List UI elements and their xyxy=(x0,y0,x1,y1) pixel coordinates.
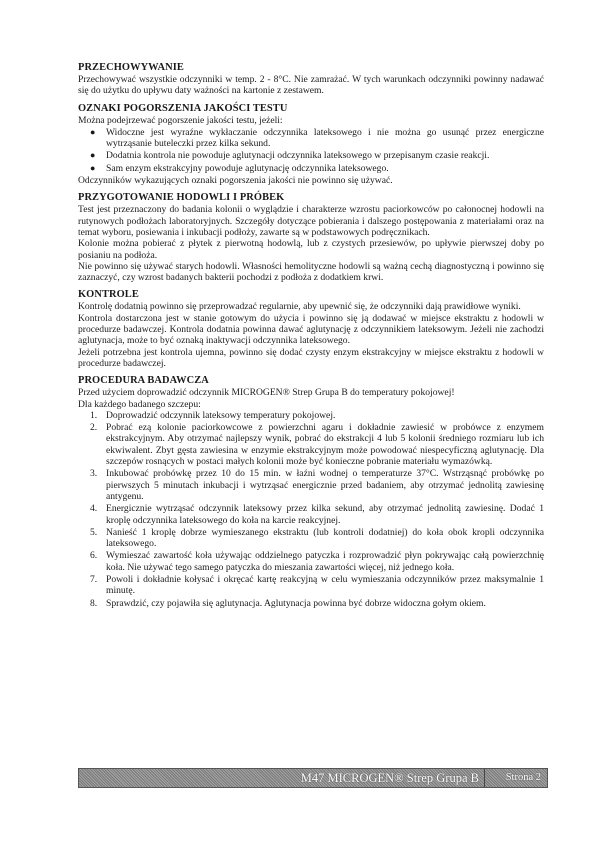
list-item: 1. Doprowadzić odczynnik lateksowy temperatury pokojowej. xyxy=(90,409,336,421)
preparation-heading: PRZYGOTOWANIE HODOWLI I PRÓBEK xyxy=(78,192,285,204)
list-item: ● Widoczne jest wyraźne wykłaczanie odczynnika lateksowego i nie można go usunąć przez energiczne wytrząsanie buteleczki przez kilka sekund. xyxy=(90,126,544,150)
list-item: 2. Pobrać ezą kolonie paciorkowcowe z powierzchni agaru i dokładnie zawiesić w probówce z enzymem ekstrakcyjnym. Aby otrzymać najlepszy wynik, pobrać do ekstrakcji 4 lub 5 kolonii średniego rozmiaru lub ich ekwiwalent. Zbyt gęsta zawiesina w enzymie ekstrakcyjnym może powodować niespecyficzną aglutynację. Dla szczepów rosnących w postaci małych kolonii może być konieczne pobranie materiału wymazówką. xyxy=(90,422,544,468)
preparation-section xyxy=(78,192,544,283)
page-number: Strona 2 xyxy=(505,772,541,783)
deterioration-section xyxy=(78,103,544,187)
list-item: 3. Inkubować probówkę przez 10 do 15 min. w łaźni wodnej o temperaturze 37°C. Wstrząsnąć probówkę po pierwszych 5 minutach inkubacji i wytrząsać energicznie przed badaniem, aby otrzymać jednolitą zawiesinę antygenu. xyxy=(90,468,544,502)
list-item: ● Dodatnia kontrola nie powoduje aglutynacji odczynnika lateksowego w przepisanym czasie reakcji. xyxy=(90,150,490,162)
procedure-steps xyxy=(78,410,544,609)
list-item: 7. Powoli i dokładnie kołysać i okręcać kartę reakcyjną w celu wymieszania odczynników przez maksymalnie 1 minutę. xyxy=(90,573,544,597)
bullet-icon: ● xyxy=(90,126,96,137)
controls-paragraph: Kontrolę dodatnią powinno się przeprowadzać regularnie, aby upewnić się, że odczynniki dają prawidłowe wyniki. xyxy=(78,301,521,313)
document-body xyxy=(78,62,544,615)
list-item: 8. Sprawdzić, czy pojawiła się aglutynacja. Aglutynacja powinna być dobrze widoczna gołym okiem. xyxy=(90,597,486,609)
footer-divider xyxy=(484,769,485,787)
controls-section xyxy=(78,289,544,369)
bullet-icon: ● xyxy=(90,150,96,161)
storage-heading: PRZECHOWYWANIE xyxy=(78,62,184,73)
controls-paragraph: Jeżeli potrzebna jest kontrola ujemna, powinno się dodać czysty enzym ekstrakcyjny w miejsce ekstraktu z hodowli w procedurze badawczej. xyxy=(78,346,544,369)
footer-title: M47 MICROGEN® Strep Grupa B xyxy=(300,771,479,785)
list-item: 4. Energicznie wytrząsać odczynnik lateksowy przez kilka sekund, aby otrzymać jednolitą zawiesinę. Dodać 1 kroplę odczynnika lateksowego do koła na karcie reakcyjnej. xyxy=(90,503,544,526)
preparation-paragraph: Test jest przeznaczony do badania kolonii o wyglądzie i charakterze wzrostu paciorkowców po całonocnej hodowli na rutynowych podłożach laboratoryjnych. Szczegóły dotyczące pobierania i dalszego postępowania z materiałami oraz na temat wyboru, posiewania i inkubacji podłoży, zawarte są w podstawowych podręcznikach. xyxy=(78,204,544,238)
list-item: ● Sam enzym ekstrakcyjny powoduje aglutynację odczynnika lateksowego. xyxy=(90,162,389,174)
deterioration-outro: Odczynników wykazujących oznaki pogorszenia jakości nie powinno się używać. xyxy=(78,175,393,187)
preparation-paragraph: Kolonie można pobierać z płytek z pierwotną hodowlą, lub z czystych przesiewów, po upływie pierwszej doby po posianiu na podłoża. xyxy=(78,238,544,261)
bullet-icon: ● xyxy=(90,162,96,173)
list-item: 5. Nanieść 1 kroplę dobrze wymieszanego ekstraktu (lub kontroli dodatniej) do koła obok kropli odczynnika lateksowego. xyxy=(90,526,544,550)
footer-bar xyxy=(78,768,548,788)
deterioration-heading: OZNAKI POGORSZENIA JAKOŚCI TESTU xyxy=(78,102,288,114)
procedure-intro: Dla każdego badanego szczepu: xyxy=(78,398,201,410)
deterioration-intro: Można podejrzewać pogorszenie jakości testu, jeżeli: xyxy=(78,114,283,126)
procedure-section xyxy=(78,375,544,609)
list-item: 6. Wymieszać zawartość koła używając oddzielnego patyczka i rozprowadzić płyn pokrywając całą powierzchnię koła. Nie używać tego samego patyczka do mieszania zawartości więcej, niż jednego koła. xyxy=(90,550,544,573)
preparation-paragraph: Nie powinno się używać starych hodowli. Własności hemolityczne hodowli są ważną cechą diagnostyczną i powinno się zaznaczyć, czy wzrost badanych bakterii pochodzi z podłoża z dodatkiem krwi. xyxy=(78,260,544,284)
storage-text: Przechowywać wszystkie odczynniki w temp. 2 - 8°C. Nie zamrażać. W tych warunkach odczynniki powinny nadawać się do użytku do upływu daty ważności na kartonie z zestawem. xyxy=(78,74,544,97)
procedure-intro: Przed użyciem doprowadzić odczynnik MICROGEN® Strep Grupa B do temperatury pokojowej! xyxy=(78,387,455,399)
storage-section xyxy=(78,62,544,97)
controls-paragraph: Kontrola dostarczona jest w stanie gotowym do użycia i powinno się ją dodawać w miejsce ekstraktu z hodowli w procedurze badawczej. Kontrola dodatnia powinna dawać aglutynację z odczynnikiem lateksowym. Jeżeli nie zachodzi aglutynacja, może to być oznaką inaktywacji odczynnika lateksowego. xyxy=(78,312,544,347)
controls-heading: KONTROLE xyxy=(78,289,139,301)
procedure-heading: PROCEDURA BADAWCZA xyxy=(78,375,209,387)
deterioration-list xyxy=(78,127,544,174)
